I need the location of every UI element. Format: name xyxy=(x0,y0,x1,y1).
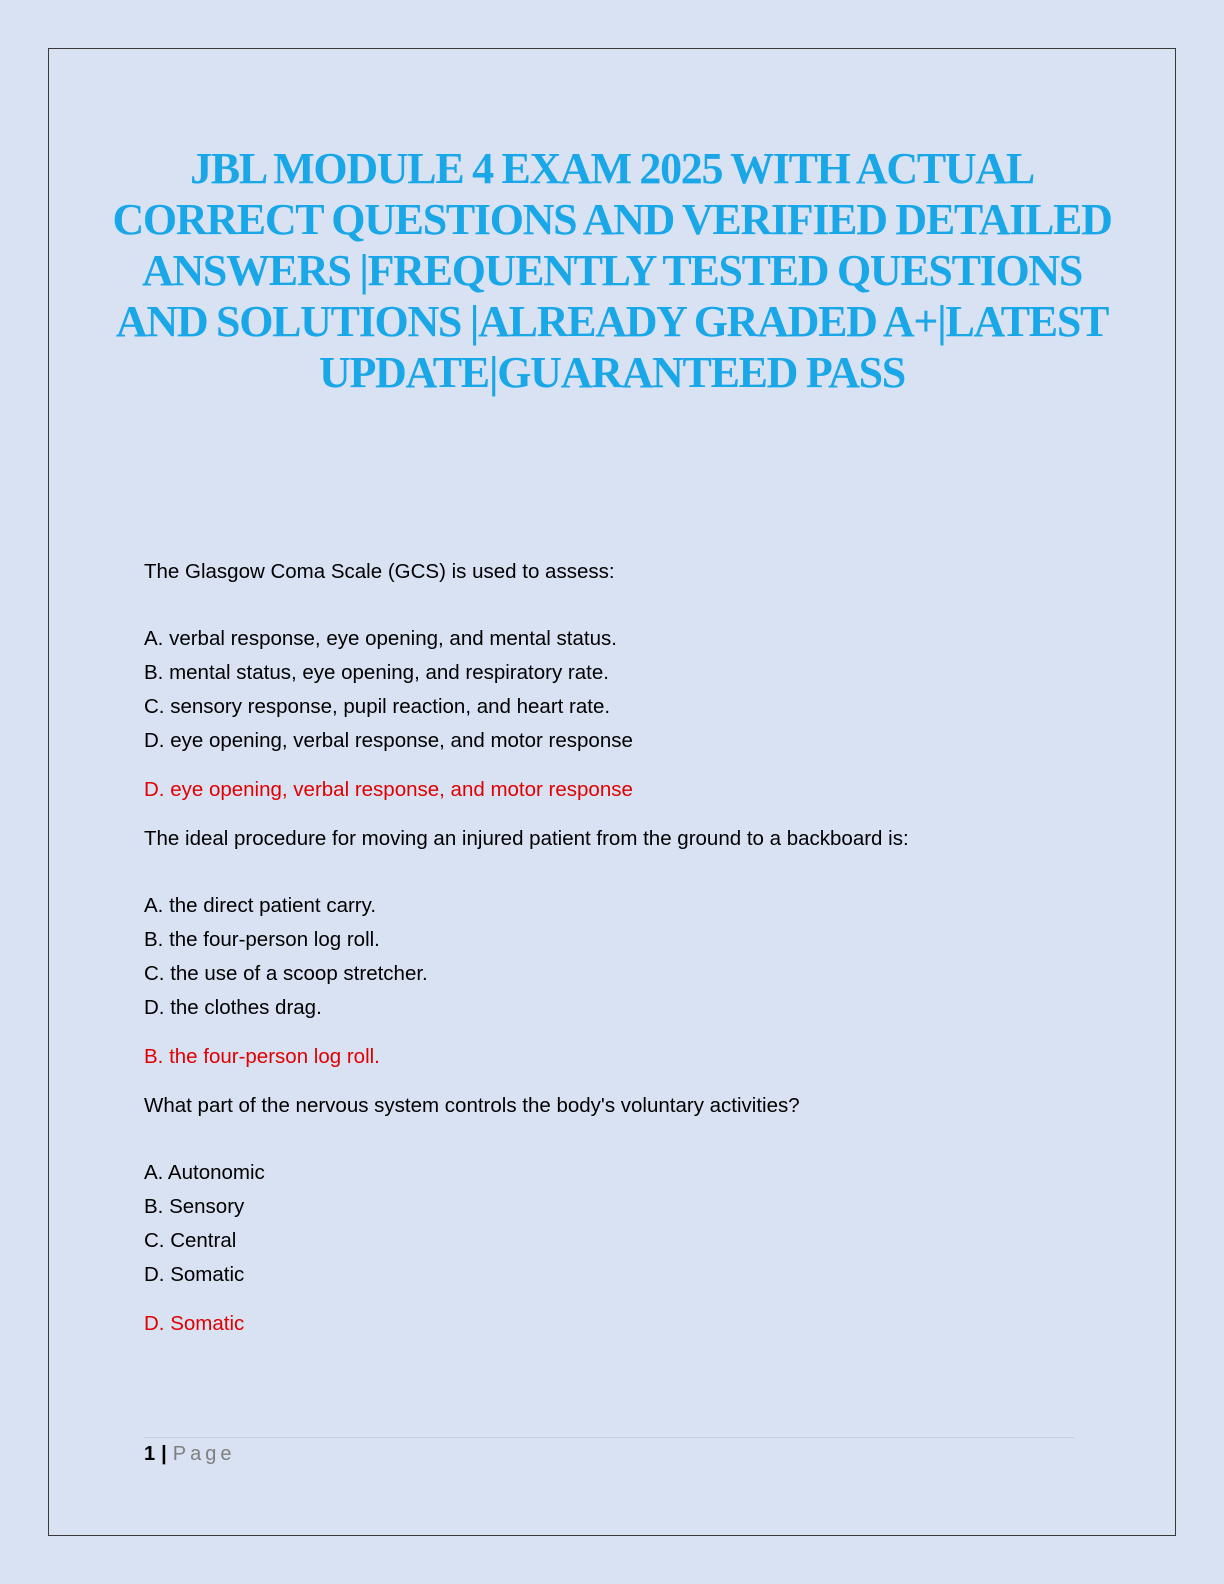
question-list xyxy=(144,555,1084,1356)
answer-option: D. eye opening, verbal response, and motor response xyxy=(144,729,633,752)
page-footer xyxy=(144,1440,235,1468)
document-title: JBL MODULE 4 EXAM 2025 WITH ACTUAL CORRECT QUESTIONS AND VERIFIED DETAILED ANSWERS |FREQUENTLY TESTED QUESTIONS AND SOLUTIONS |ALREADY GRADED A+|LATEST UPDATE|GUARANTEED PASS xyxy=(112,144,1112,397)
question-block xyxy=(144,822,1084,1074)
question-text: What part of the nervous system controls the body's voluntary activities? xyxy=(144,1094,800,1117)
answer-option: C. the use of a scoop stretcher. xyxy=(144,962,428,985)
answer-option: B. the four-person log roll. xyxy=(144,928,380,951)
question-text: The ideal procedure for moving an injured patient from the ground to a backboard is: xyxy=(144,827,909,850)
correct-answer: D. Somatic xyxy=(144,1312,245,1335)
answer-option: A. the direct patient carry. xyxy=(144,894,377,917)
answer-option: B. Sensory xyxy=(144,1195,245,1218)
footer-separator: | xyxy=(161,1443,167,1465)
question-block xyxy=(144,1089,1084,1341)
correct-answer: D. eye opening, verbal response, and motor response xyxy=(144,778,633,801)
answer-option: B. mental status, eye opening, and respiratory rate. xyxy=(144,661,609,684)
question-text: The Glasgow Coma Scale (GCS) is used to assess: xyxy=(144,560,615,583)
answer-option: C. Central xyxy=(144,1229,237,1252)
footer-divider xyxy=(144,1437,1074,1438)
page-label: Page xyxy=(172,1443,236,1465)
answer-option: D. Somatic xyxy=(144,1263,245,1286)
answer-option: C. sensory response, pupil reaction, and heart rate. xyxy=(144,695,611,718)
correct-answer: B. the four-person log roll. xyxy=(144,1045,380,1068)
answer-option: A. Autonomic xyxy=(144,1161,265,1184)
answer-option: A. verbal response, eye opening, and mental status. xyxy=(144,627,617,650)
answer-option: D. the clothes drag. xyxy=(144,996,322,1019)
page-number: 1 xyxy=(144,1443,156,1465)
question-block xyxy=(144,555,1084,807)
